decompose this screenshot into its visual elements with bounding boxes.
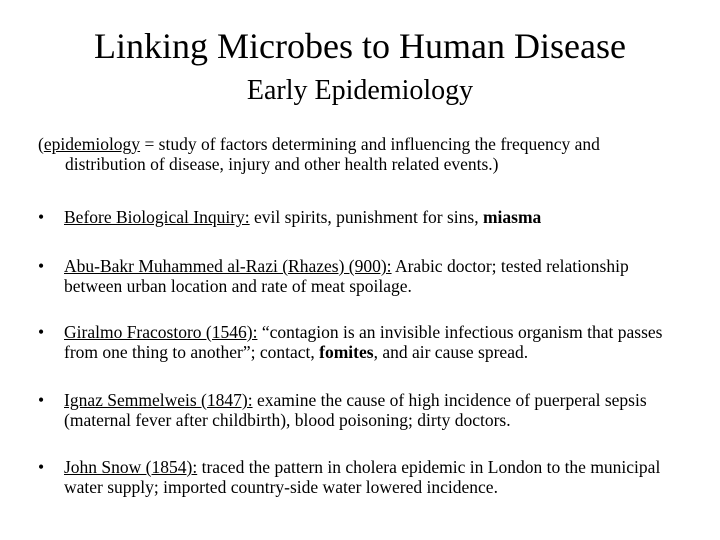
- definition-term: epidemiology: [43, 134, 141, 154]
- list-item-text: [38, 207, 688, 227]
- list-item-body-tail: , and air cause spread.: [373, 342, 529, 362]
- list-item: [38, 390, 688, 430]
- list-item-heading: Before Biological Inquiry:: [64, 207, 250, 227]
- list-item-body: “contagion is an invisible infectious organism that passes from one thing to another”; contact,: [64, 322, 663, 362]
- list-item: [38, 322, 688, 362]
- bullet-marker: •: [38, 256, 45, 276]
- list-item-body: evil spirits, punishment for sins,: [249, 207, 483, 227]
- list-item-text: [38, 322, 688, 362]
- definition-line1-rest: = study of factors determining and influencing the frequency and: [140, 134, 600, 154]
- list-item: [38, 207, 688, 227]
- list-item-text: [38, 390, 688, 430]
- slide-subtitle: Early Epidemiology: [246, 75, 474, 106]
- list-item-heading: Giralmo Fracostoro (1546):: [64, 322, 258, 342]
- list-item-heading: Abu-Bakr Muhammed al-Razi (Rhazes) (900):: [64, 256, 392, 276]
- definition-open-paren: (: [38, 134, 44, 154]
- definition-paragraph: [38, 134, 698, 174]
- list-item-heading: Ignaz Semmelweis (1847):: [64, 390, 253, 410]
- list-item-body: examine the cause of high incidence of puerperal sepsis (maternal fever after childbirth), blood poisoning; dirty doctors.: [64, 390, 647, 430]
- list-item-bold-term: miasma: [482, 207, 542, 227]
- definition-line2: distribution of disease, injury and other health related events.): [65, 154, 499, 174]
- list-item-text: [38, 256, 688, 296]
- list-item-body: Arabic doctor; tested relationship between urban location and rate of meat spoilage.: [64, 256, 629, 296]
- list-item: [38, 457, 688, 497]
- bullet-marker: •: [38, 322, 45, 342]
- list-item-bold-term: fomites: [319, 342, 374, 362]
- list-item-heading: John Snow (1854):: [64, 457, 198, 477]
- slide-title: Linking Microbes to Human Disease: [94, 26, 626, 66]
- list-item-body: traced the pattern in cholera epidemic in London to the municipal water supply; imported country-side water lowered incidence.: [64, 457, 661, 497]
- list-item-text: [38, 457, 688, 497]
- bullet-marker: •: [38, 207, 45, 227]
- list-item: [38, 256, 688, 296]
- bullet-marker: •: [38, 457, 45, 477]
- bullet-marker: •: [38, 390, 45, 410]
